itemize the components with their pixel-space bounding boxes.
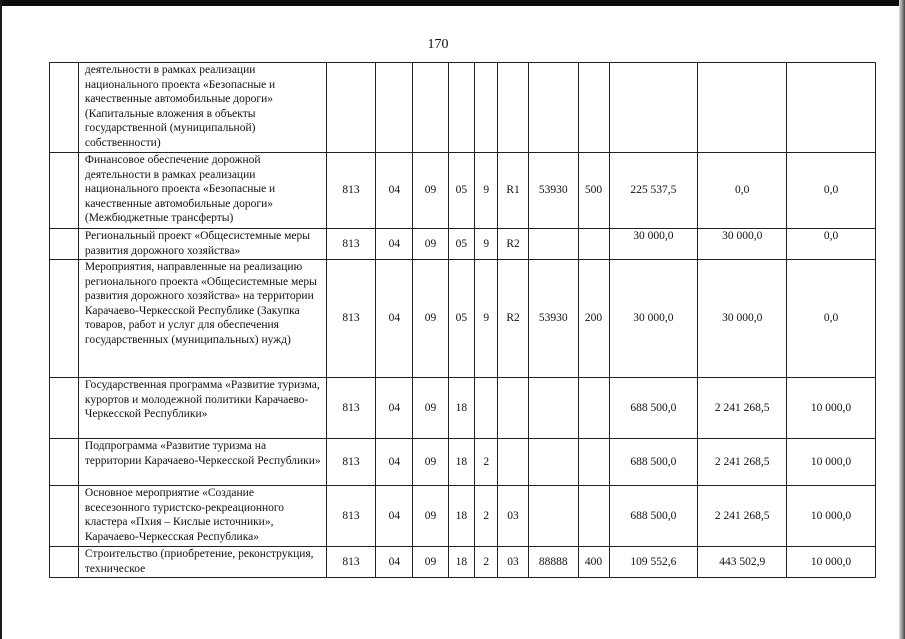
expense-code-cell (529, 439, 579, 486)
table-row (50, 547, 876, 578)
amount-cell-1: 225 537,5 (609, 153, 698, 229)
amount-cell-3: 0,0 (787, 229, 876, 260)
amount-cell-2: 30 000,0 (698, 229, 787, 260)
subsection-code-cell: 09 (413, 260, 448, 378)
admin-code-cell: 813 (326, 439, 376, 486)
scan-top-border (0, 0, 905, 6)
subsection-code-cell: 09 (413, 486, 448, 547)
amount-cell-2: 2 241 268,5 (698, 378, 787, 439)
program-code-cell: 18 (448, 486, 475, 547)
expense-type-cell: 200 (578, 260, 609, 378)
expense-code-cell (529, 63, 579, 153)
admin-code-cell: 813 (326, 229, 376, 260)
item-name-cell: Финансовое обеспечение дорожной деятельности в рамках реализации национального проекта «Безопасные и качественные автомобильные дороги» (Межбюджетные трансферты) (78, 153, 326, 229)
admin-code-cell: 813 (326, 153, 376, 229)
section-code-cell: 04 (376, 439, 413, 486)
amount-cell-2: 2 241 268,5 (698, 486, 787, 547)
amount-cell-2: 2 241 268,5 (698, 439, 787, 486)
item-name-cell: Государственная программа «Развитие туризма, курортов и молодежной политики Карачаево-Черкесской Республики» (78, 378, 326, 439)
direction-code-cell (498, 378, 529, 439)
amount-cell-2: 0,0 (698, 153, 787, 229)
expense-code-cell (529, 486, 579, 547)
amount-cell-2: 30 000,0 (698, 260, 787, 378)
subprogram-code-cell: 9 (475, 260, 498, 378)
subsection-code-cell: 09 (413, 439, 448, 486)
direction-code-cell (498, 439, 529, 486)
amount-cell-1: 109 552,6 (609, 547, 698, 578)
row-number-cell (50, 63, 79, 153)
expense-type-cell: 500 (578, 153, 609, 229)
amount-cell-1: 688 500,0 (609, 378, 698, 439)
expense-code-cell: 53930 (529, 153, 579, 229)
section-code-cell: 04 (376, 486, 413, 547)
admin-code-cell (326, 63, 376, 153)
subsection-code-cell: 09 (413, 378, 448, 439)
expense-code-cell (529, 378, 579, 439)
direction-code-cell (498, 63, 529, 153)
amount-cell-1: 688 500,0 (609, 486, 698, 547)
table-row (50, 63, 876, 153)
expense-code-cell (529, 229, 579, 260)
subsection-code-cell: 09 (413, 153, 448, 229)
section-code-cell: 04 (376, 153, 413, 229)
direction-code-cell: 03 (498, 547, 529, 578)
section-code-cell: 04 (376, 260, 413, 378)
subprogram-code-cell (475, 378, 498, 439)
section-code-cell: 04 (376, 229, 413, 260)
section-code-cell: 04 (376, 378, 413, 439)
table-row (50, 378, 876, 439)
direction-code-cell: R1 (498, 153, 529, 229)
subprogram-code-cell: 2 (475, 547, 498, 578)
amount-cell-3: 10 000,0 (787, 547, 876, 578)
row-number-cell (50, 486, 79, 547)
amount-cell-3: 10 000,0 (787, 486, 876, 547)
amount-cell-1: 688 500,0 (609, 439, 698, 486)
program-code-cell: 18 (448, 547, 475, 578)
row-number-cell (50, 229, 79, 260)
subsection-code-cell: 09 (413, 229, 448, 260)
amount-cell-3: 0,0 (787, 260, 876, 378)
item-name-cell: Региональный проект «Общесистемные меры развития дорожного хозяйства» (78, 229, 326, 260)
row-number-cell (50, 260, 79, 378)
amount-cell-3 (787, 63, 876, 153)
table-row (50, 229, 876, 260)
direction-code-cell: R2 (498, 229, 529, 260)
row-number-cell (50, 439, 79, 486)
section-code-cell (376, 63, 413, 153)
program-code-cell: 18 (448, 439, 475, 486)
program-code-cell: 05 (448, 153, 475, 229)
table-row (50, 486, 876, 547)
expense-type-cell (578, 63, 609, 153)
section-code-cell: 04 (376, 547, 413, 578)
table-row (50, 153, 876, 229)
program-code-cell (448, 63, 475, 153)
expense-type-cell (578, 486, 609, 547)
amount-cell-3: 0,0 (787, 153, 876, 229)
subprogram-code-cell: 9 (475, 153, 498, 229)
admin-code-cell: 813 (326, 486, 376, 547)
row-number-cell (50, 378, 79, 439)
subsection-code-cell (413, 63, 448, 153)
row-number-cell (50, 153, 79, 229)
item-name-cell: Подпрограмма «Развитие туризма на территории Карачаево-Черкесской Республики» (78, 439, 326, 486)
program-code-cell: 18 (448, 378, 475, 439)
scan-left-border (0, 0, 2, 639)
program-code-cell: 05 (448, 260, 475, 378)
table-row (50, 260, 876, 378)
amount-cell-1: 30 000,0 (609, 229, 698, 260)
item-name-cell: Мероприятия, направленные на реализацию регионального проекта «Общесистемные меры развития дорожного хозяйства» на территории Карачаево-Черкесской Республике (Закупка товаров, работ и услуг для обеспечения государственных (муниципальных) нужд) (78, 260, 326, 378)
program-code-cell: 05 (448, 229, 475, 260)
item-name-cell: Основное мероприятие «Создание всесезонного туристско-рекреационного кластера «Пхия – Кислые источники», Карачаево-Черкесская Республика» (78, 486, 326, 547)
expense-type-cell (578, 439, 609, 486)
expense-type-cell (578, 378, 609, 439)
direction-code-cell: R2 (498, 260, 529, 378)
expense-code-cell: 88888 (529, 547, 579, 578)
item-name-cell: деятельности в рамках реализации национального проекта «Безопасные и качественные автомобильные дороги» (Капитальные вложения в объекты государственной (муниципальной) собственности) (78, 63, 326, 153)
amount-cell-2: 443 502,9 (698, 547, 787, 578)
direction-code-cell: 03 (498, 486, 529, 547)
admin-code-cell: 813 (326, 378, 376, 439)
amount-cell-3: 10 000,0 (787, 439, 876, 486)
amount-cell-2 (698, 63, 787, 153)
expense-code-cell: 53930 (529, 260, 579, 378)
subprogram-code-cell: 9 (475, 229, 498, 260)
subprogram-code-cell: 2 (475, 486, 498, 547)
amount-cell-3: 10 000,0 (787, 378, 876, 439)
subprogram-code-cell: 2 (475, 439, 498, 486)
amount-cell-1 (609, 63, 698, 153)
expense-type-cell (578, 229, 609, 260)
expense-type-cell: 400 (578, 547, 609, 578)
row-number-cell (50, 547, 79, 578)
budget-table (49, 62, 876, 578)
subsection-code-cell: 09 (413, 547, 448, 578)
admin-code-cell: 813 (326, 547, 376, 578)
admin-code-cell: 813 (326, 260, 376, 378)
scan-right-border (899, 0, 905, 639)
table-row (50, 439, 876, 486)
subprogram-code-cell (475, 63, 498, 153)
item-name-cell: Строительство (приобретение, реконструкция, техническое (78, 547, 326, 578)
page-number: 170 (427, 37, 449, 52)
amount-cell-1: 30 000,0 (609, 260, 698, 378)
